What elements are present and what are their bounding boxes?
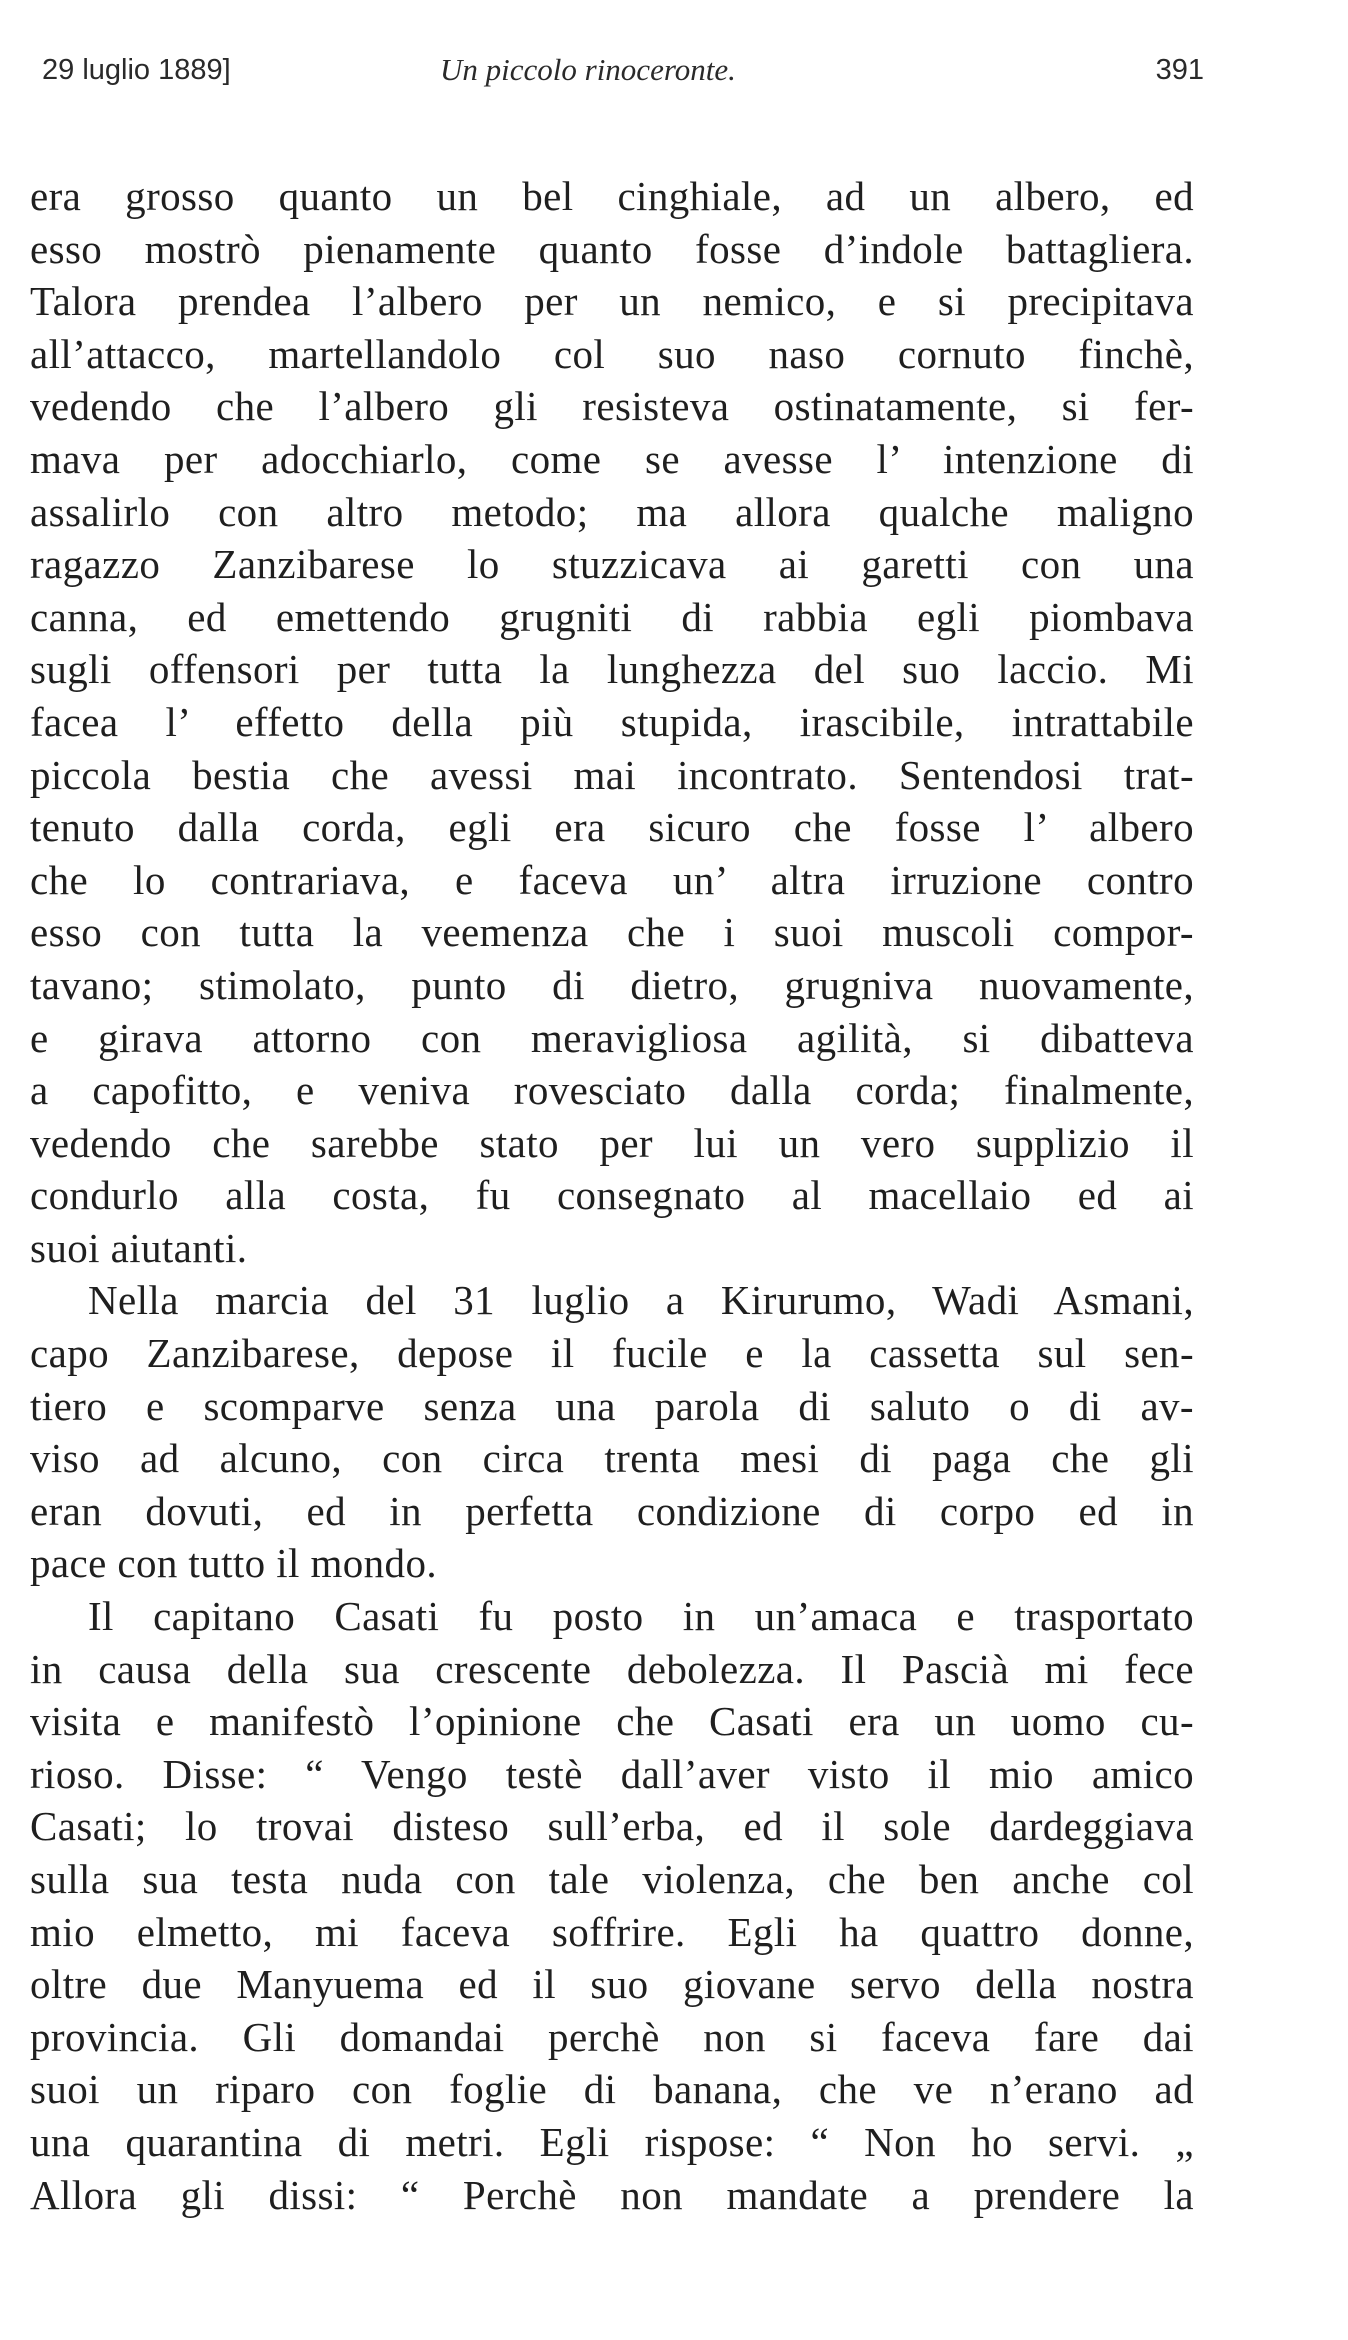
text-line: capo Zanzibarese, depose il fucile e la cassetta sul sen-: [30, 1330, 1194, 1377]
book-page: [30, 44, 1204, 2221]
text-line: esso con tutta la veemenza che i suoi muscoli compor-: [30, 909, 1194, 956]
text-line: assalirlo con altro metodo; ma allora qualche maligno: [30, 488, 1194, 535]
header-chapter-title: Un piccolo rinoceronte.: [440, 52, 736, 87]
text-line: ragazzo Zanzibarese lo stuzzicava ai garetti con una: [30, 541, 1194, 588]
text-line: facea l’ effetto della più stupida, irascibile, intrattabile: [30, 698, 1194, 745]
body-text: [30, 170, 1194, 2221]
text-line: rioso. Disse: “ Vengo testè dall’aver visto il mio amico: [30, 1750, 1194, 1797]
text-line: Nella marcia del 31 luglio a Kirurumo, Wadi Asmani,: [88, 1277, 1194, 1324]
text-line: che lo contrariava, e faceva un’ altra irruzione contro: [30, 856, 1194, 903]
paragraph-3: [30, 1590, 1194, 2221]
text-line: e girava attorno con meravigliosa agilità, si dibatteva: [30, 1014, 1194, 1061]
text-line: sulla sua testa nuda con tale violenza, che ben anche col: [30, 1856, 1194, 1902]
text-line: piccola bestia che avessi mai incontrato. Sentendosi trat-: [30, 751, 1194, 798]
text-line: oltre due Manyuema ed il suo giovane servo della nostra: [30, 1961, 1194, 2008]
text-line: una quarantina di metri. Egli rispose: “ Non ho servi. „: [30, 2118, 1194, 2165]
text-line: condurlo alla costa, fu consegnato al macellaio ed ai: [30, 1172, 1194, 1219]
header-date: 29 luglio 1889]: [42, 54, 231, 86]
text-line: provincia. Gli domandai perchè non si faceva fare dai: [30, 2013, 1194, 2060]
text-line: era grosso quanto un bel cinghiale, ad un albero, ed: [30, 173, 1194, 219]
page-number: 391: [1155, 54, 1204, 86]
text-line: visita e manifestò l’opinione che Casati era un uomo cu-: [30, 1698, 1194, 1745]
text-line: vedendo che sarebbe stato per lui un vero supplizio il: [30, 1119, 1194, 1166]
text-line: Allora gli dissi: “ Perchè non mandate a prendere la: [30, 2171, 1194, 2218]
text-line: Talora prendea l’albero per un nemico, e si precipitava: [30, 278, 1194, 325]
text-line: in causa della sua crescente debolezza. Il Pascià mi fece: [30, 1645, 1194, 1692]
text-line: esso mostrò pienamente quanto fosse d’indole battagliera.: [30, 225, 1194, 272]
text-line: mio elmetto, mi faceva soffrire. Egli ha quattro donne,: [30, 1908, 1194, 1955]
text-line: suoi un riparo con foglie di banana, che ve n’erano ad: [30, 2066, 1194, 2113]
text-line: eran dovuti, ed in perfetta condizione di corpo ed in: [30, 1487, 1194, 1534]
paragraph-2: [30, 1274, 1194, 1590]
text-line: vedendo che l’albero gli resisteva ostinatamente, si fer-: [30, 383, 1194, 430]
text-line: a capofitto, e veniva rovesciato dalla corda; finalmente,: [30, 1067, 1194, 1114]
text-line: pace con tutto il mondo.: [30, 1540, 437, 1587]
text-line: Casati; lo trovai disteso sull’erba, ed il sole dardeggiava: [30, 1803, 1194, 1850]
text-line: viso ad alcuno, con circa trenta mesi di paga che gli: [30, 1435, 1194, 1482]
text-line: Il capitano Casati fu posto in un’amaca e trasportato: [88, 1593, 1194, 1640]
text-line: tavano; stimolato, punto di dietro, grugniva nuovamente,: [30, 961, 1194, 1008]
text-line: sugli offensori per tutta la lunghezza del suo laccio. Mi: [30, 646, 1194, 693]
text-line: all’attacco, martellandolo col suo naso cornuto finchè,: [30, 330, 1194, 377]
text-line: tiero e scomparve senza una parola di saluto o di av-: [30, 1382, 1194, 1429]
text-line: suoi aiutanti.: [30, 1224, 248, 1271]
text-line: mava per adocchiarlo, come se avesse l’ intenzione di: [30, 435, 1194, 482]
paragraph-1: [30, 170, 1194, 1274]
text-line: canna, ed emettendo grugniti di rabbia egli piombava: [30, 593, 1194, 640]
text-line: tenuto dalla corda, egli era sicuro che fosse l’ albero: [30, 804, 1194, 851]
running-header: [30, 44, 1204, 96]
